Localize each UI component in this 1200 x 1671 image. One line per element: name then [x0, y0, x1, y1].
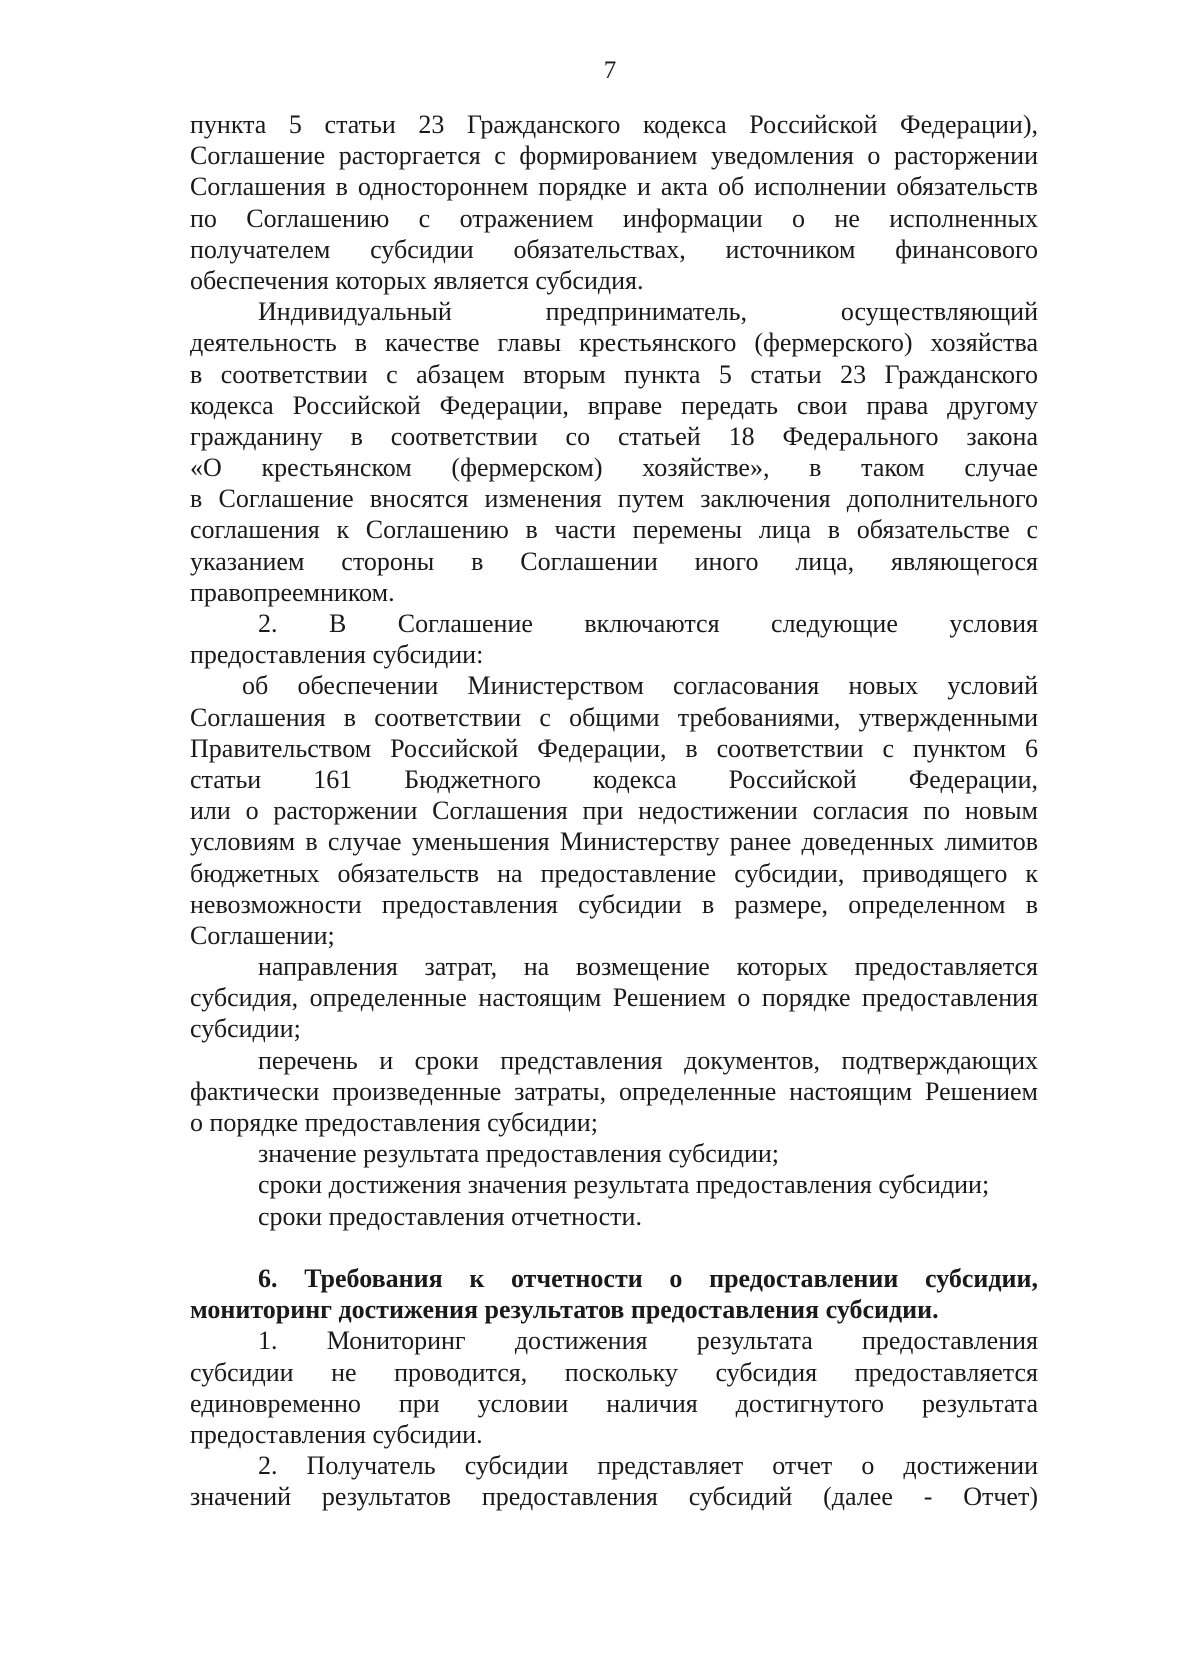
section-heading-line: 6. Требования к отчетности о предоставлении субсидии,: [258, 1263, 1038, 1293]
section-spacer: [190, 1232, 1038, 1263]
text-line: 1. Мониторинг достижения результата предоставления: [258, 1326, 1038, 1356]
text-line: Правительством Российской Федерации, в соответствии с пунктом 6: [190, 733, 1038, 763]
text-line: бюджетных обязательств на предоставление субсидии, приводящего к: [190, 858, 1038, 888]
text-line: по Соглашению с отражением информации о не исполненных: [190, 203, 1038, 233]
text-line: гражданину в соответствии со статьей 18 Федерального закона: [190, 421, 1038, 451]
text-line: «О крестьянском (фермерском) хозяйстве», в таком случае: [190, 453, 1038, 483]
text-line: указанием стороны в Соглашении иного лица, являющегося: [190, 546, 1038, 576]
text-line: обеспечения которых является субсидия.: [190, 265, 644, 295]
text-line: статьи 161 Бюджетного кодекса Российской Федерации,: [190, 764, 1038, 794]
text-line: значение результата предоставления субсидии;: [258, 1139, 780, 1169]
text-line: в Соглашение вносятся изменения путем заключения дополнительного: [190, 484, 1038, 514]
text-line: предоставления субсидии:: [190, 640, 484, 670]
text-line: единовременно при условии наличия достигнутого результата: [190, 1388, 1038, 1418]
text-line: 2. В Соглашение включаются следующие условия: [258, 609, 1038, 638]
document-body: [190, 109, 1038, 1512]
text-line: субсидия, определенные настоящим Решением о порядке предоставления: [190, 983, 1038, 1013]
text-line: предоставления субсидии.: [190, 1419, 483, 1449]
text-line: кодекса Российской Федерации, вправе передать свои права другому: [190, 390, 1038, 420]
text-line: Соглашения в соответствии с общими требованиями, утвержденными: [190, 702, 1038, 732]
text-line: соглашения к Соглашению в части перемены лица в обязательстве с: [190, 515, 1038, 545]
section-heading-line: мониторинг достижения результатов предоставления субсидии.: [190, 1295, 939, 1325]
text-line: 2. Получатель субсидии представляет отчет о достижении: [258, 1451, 1038, 1481]
text-line: фактически произведенные затраты, определенные настоящим Решением: [190, 1076, 1038, 1106]
text-line: Индивидуальный предприниматель, осуществляющий: [258, 297, 1038, 327]
text-line: субсидии;: [190, 1014, 301, 1044]
text-line: сроки предоставления отчетности.: [258, 1201, 642, 1231]
text-line: пункта 5 статьи 23 Гражданского кодекса Российской Федерации),: [190, 110, 1038, 139]
text-line: субсидии не проводится, поскольку субсидия предоставляется: [190, 1357, 1038, 1387]
text-line: об обеспечении Министерством согласования новых условий: [242, 671, 1038, 701]
text-line: о порядке предоставления субсидии;: [190, 1108, 598, 1137]
text-line: невозможности предоставления субсидии в размере, определенном в: [190, 889, 1038, 919]
text-line: Соглашение расторгается с формированием уведомления о расторжении: [190, 141, 1038, 171]
text-line: направления затрат, на возмещение которых предоставляется: [258, 952, 1038, 982]
text-line: сроки достижения значения результата предоставления субсидии;: [258, 1170, 990, 1200]
text-line: деятельность в качестве главы крестьянского (фермерского) хозяйства: [190, 328, 1038, 358]
page-number: 7: [603, 57, 617, 84]
text-line: Соглашения в одностороннем порядке и акта об исполнении обязательств: [190, 172, 1038, 202]
text-line: получателем субсидии обязательствах, источником финансового: [190, 234, 1038, 264]
text-line: перечень и сроки представления документов, подтверждающих: [258, 1045, 1038, 1075]
text-line: правопреемником.: [190, 577, 395, 607]
text-line: или о расторжении Соглашения при недостижении согласия по новым: [190, 796, 1038, 826]
text-line: значений результатов предоставления субсидий (далее - Отчет): [190, 1482, 1038, 1512]
text-line: в соответствии с абзацем вторым пункта 5 статьи 23 Гражданского: [190, 359, 1038, 389]
text-line: Соглашении;: [190, 920, 335, 950]
text-line: условиям в случае уменьшения Министерству ранее доведенных лимитов: [190, 827, 1038, 857]
